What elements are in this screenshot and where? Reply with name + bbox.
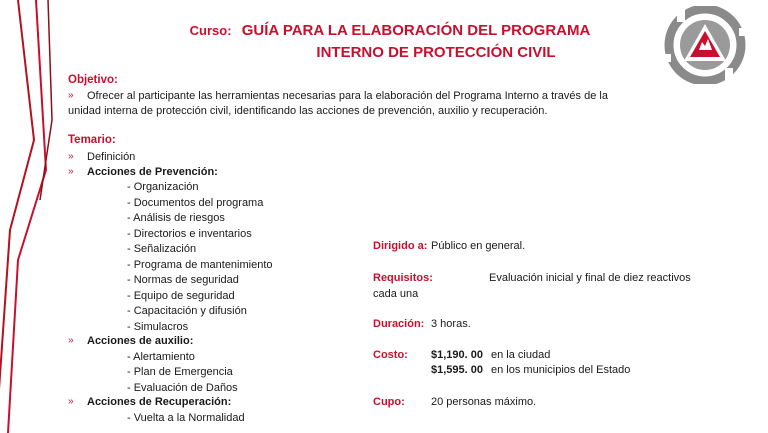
temario-bullet: » — [68, 396, 74, 407]
prevencion-item: - Documentos del programa — [127, 196, 264, 209]
temario-definicion: Definición — [87, 151, 136, 163]
costo-desc-city: en la ciudad — [491, 349, 551, 361]
cupo-value: 20 personas máximo. — [431, 396, 537, 408]
costo-price-state: $1,595. 00 — [431, 364, 483, 376]
prevencion-item: - Organización — [127, 181, 199, 193]
auxilio-item: - Plan de Emergencia — [127, 366, 233, 378]
temario-bullet: » — [68, 151, 74, 162]
prevencion-item: - Análisis de riesgos — [127, 212, 225, 224]
course-title-line1: GUÍA PARA LA ELABORACIÓN DEL PROGRAMA — [241, 22, 591, 39]
recuperacion-item: - Vuelta a la Normalidad — [127, 412, 245, 424]
prevencion-item: - Directorios e inventarios — [127, 227, 252, 240]
prevencion-item: - Señalización — [127, 243, 197, 255]
prevencion-item: - Capacitación y difusión — [127, 305, 247, 317]
prevencion-title: Acciones de Prevención: — [87, 166, 218, 178]
requisitos-value-cont: cada una — [373, 288, 419, 300]
duracion-label: Duración: — [373, 318, 425, 330]
prevencion-item: - Simulacros — [127, 320, 189, 333]
auxilio-title: Acciones de auxilio: — [87, 335, 194, 347]
civil-protection-logo-icon — [655, 6, 755, 84]
recuperacion-title: Acciones de Recuperación: — [87, 396, 232, 408]
temario-bullet: » — [68, 335, 74, 346]
objetivo-line2: unidad interna de protección civil, identificando las acciones de prevención, auxilio y recuperación. — [68, 105, 548, 117]
temario-heading: Temario: — [68, 134, 116, 146]
costo-label: Costo: — [373, 349, 408, 361]
auxilio-item: - Alertamiento — [127, 350, 195, 363]
prevencion-item: - Equipo de seguridad — [127, 289, 235, 302]
dirigido-value: Público en general. — [431, 240, 526, 252]
course-label: Curso: — [189, 23, 232, 38]
dirigido-label: Dirigido a: — [373, 240, 428, 252]
costo-desc-state: en los municipios del Estado — [491, 364, 631, 376]
requisitos-value: Evaluación inicial y final de diez reactivos — [489, 272, 691, 284]
prevencion-item: - Normas de seguridad — [127, 274, 239, 286]
course-title-line2: INTERNO DE PROTECCIÓN CIVIL — [316, 44, 556, 61]
requisitos-label: Requisitos: — [373, 272, 433, 284]
duracion-value: 3 horas. — [431, 318, 471, 330]
objetivo-bullet: » — [68, 90, 74, 101]
objetivo-heading: Objetivo: — [68, 74, 118, 86]
costo-price-city: $1,190. 00 — [431, 349, 483, 361]
decorative-lines — [0, 0, 60, 433]
auxilio-item: - Evaluación de Daños — [127, 381, 238, 394]
objetivo-line1: Ofrecer al participante las herramientas necesarias para la elaboración del Programa Interno a través de la — [87, 90, 608, 102]
temario-bullet: » — [68, 166, 74, 177]
prevencion-item: - Programa de mantenimiento — [127, 258, 273, 271]
cupo-label: Cupo: — [373, 396, 405, 408]
course-title — [130, 22, 650, 63]
